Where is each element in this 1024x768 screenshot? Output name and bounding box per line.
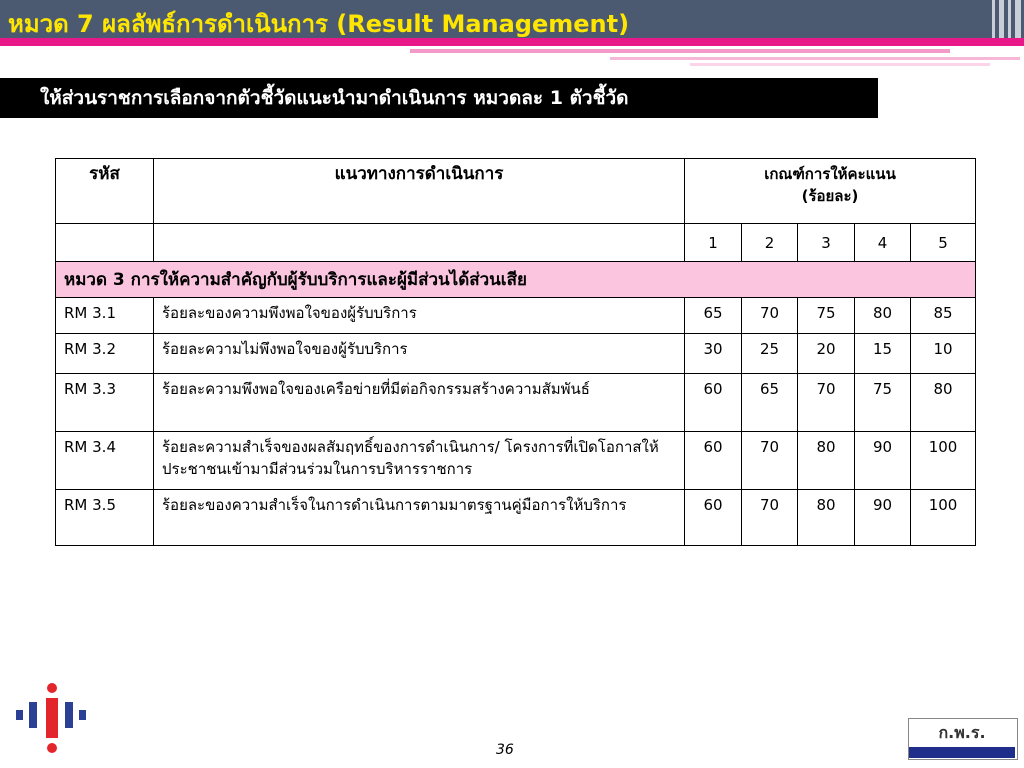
indicator-desc: ร้อยละของความพึงพอใจของผู้รับบริการ: [154, 298, 685, 334]
table-level-row: [56, 224, 976, 262]
score-cell: 60: [685, 374, 742, 432]
opdc-logo-bar: [909, 747, 1015, 758]
indicator-desc: ร้อยละของความสำเร็จในการดำเนินการตามมาตรฐานคู่มือการให้บริการ: [154, 490, 685, 546]
table-row: [56, 432, 976, 490]
table-row: [56, 298, 976, 334]
slide-title: หมวด 7 ผลลัพธ์การดำเนินการ (Result Management): [8, 10, 630, 38]
table-row: [56, 334, 976, 374]
level-cell: 3: [798, 224, 855, 262]
score-cell: 90: [855, 490, 911, 546]
score-cell: 80: [798, 490, 855, 546]
table-header-row: [56, 159, 976, 224]
score-cell: 25: [742, 334, 798, 374]
score-cell: 70: [798, 374, 855, 432]
indicator-desc: ร้อยละความสำเร็จของผลสัมฤทธิ์ของการดำเนินการ/ โครงการที่เปิดโอกาสให้ประชาชนเข้ามามีส่วนร่วมในการบริหารราชการ: [154, 432, 685, 490]
level-cell: 2: [742, 224, 798, 262]
empty-cell: [154, 224, 685, 262]
score-cell: 85: [911, 298, 976, 334]
indicator-table: [55, 158, 976, 546]
slide-header: [0, 0, 1024, 38]
indicator-code: RM 3.3: [56, 374, 154, 432]
header-decoration: [990, 0, 1024, 38]
score-cell: 20: [798, 334, 855, 374]
indicator-code: RM 3.1: [56, 298, 154, 334]
indicator-desc: ร้อยละความพึงพอใจของเครือข่ายที่มีต่อกิจกรรมสร้างความสัมพันธ์: [154, 374, 685, 432]
score-cell: 80: [855, 298, 911, 334]
indicator-code: RM 3.5: [56, 490, 154, 546]
score-cell: 70: [742, 298, 798, 334]
level-cell: 1: [685, 224, 742, 262]
level-cell: 4: [855, 224, 911, 262]
empty-cell: [56, 224, 154, 262]
score-cell: 75: [855, 374, 911, 432]
score-cell: 70: [742, 432, 798, 490]
score-cell: 15: [855, 334, 911, 374]
page-number: 36: [496, 742, 514, 758]
score-cell: 65: [742, 374, 798, 432]
header-approach: แนวทางการดำเนินการ: [154, 159, 685, 224]
score-cell: 80: [911, 374, 976, 432]
table-row: [56, 490, 976, 546]
score-cell: 30: [685, 334, 742, 374]
score-cell: 60: [685, 490, 742, 546]
header-criteria-unit: (ร้อยละ): [801, 187, 859, 205]
header-criteria: [685, 159, 976, 224]
score-cell: 75: [798, 298, 855, 334]
opdc-logo-text: ก.พ.ร.: [938, 723, 986, 742]
opdc-logo: [908, 718, 1018, 760]
score-cell: 70: [742, 490, 798, 546]
header-accent-line: [610, 57, 1020, 60]
header-criteria-title: เกณฑ์การให้คะแนน: [764, 165, 896, 183]
score-cell: 10: [911, 334, 976, 374]
header-accent-line: [690, 63, 990, 66]
level-cell: 5: [911, 224, 976, 262]
score-cell: 80: [798, 432, 855, 490]
indicator-code: RM 3.4: [56, 432, 154, 490]
score-cell: 65: [685, 298, 742, 334]
header-accent-stripe: [0, 38, 1024, 46]
organization-logo-icon: [12, 680, 102, 755]
score-cell: 100: [911, 432, 976, 490]
score-cell: 60: [685, 432, 742, 490]
indicator-desc: ร้อยละความไม่พึงพอใจของผู้รับบริการ: [154, 334, 685, 374]
category-row: [56, 262, 976, 298]
header-accent-line: [410, 49, 950, 53]
score-cell: 90: [855, 432, 911, 490]
indicator-code: RM 3.2: [56, 334, 154, 374]
instruction-banner: ให้ส่วนราชการเลือกจากตัวชี้วัดแนะนำมาดำเนินการ หมวดละ 1 ตัวชี้วัด: [0, 78, 878, 118]
category-title: หมวด 3 การให้ความสำคัญกับผู้รับบริการและผู้มีส่วนได้ส่วนเสีย: [56, 262, 976, 298]
header-code: รหัส: [56, 159, 154, 224]
score-cell: 100: [911, 490, 976, 546]
table-row: [56, 374, 976, 432]
